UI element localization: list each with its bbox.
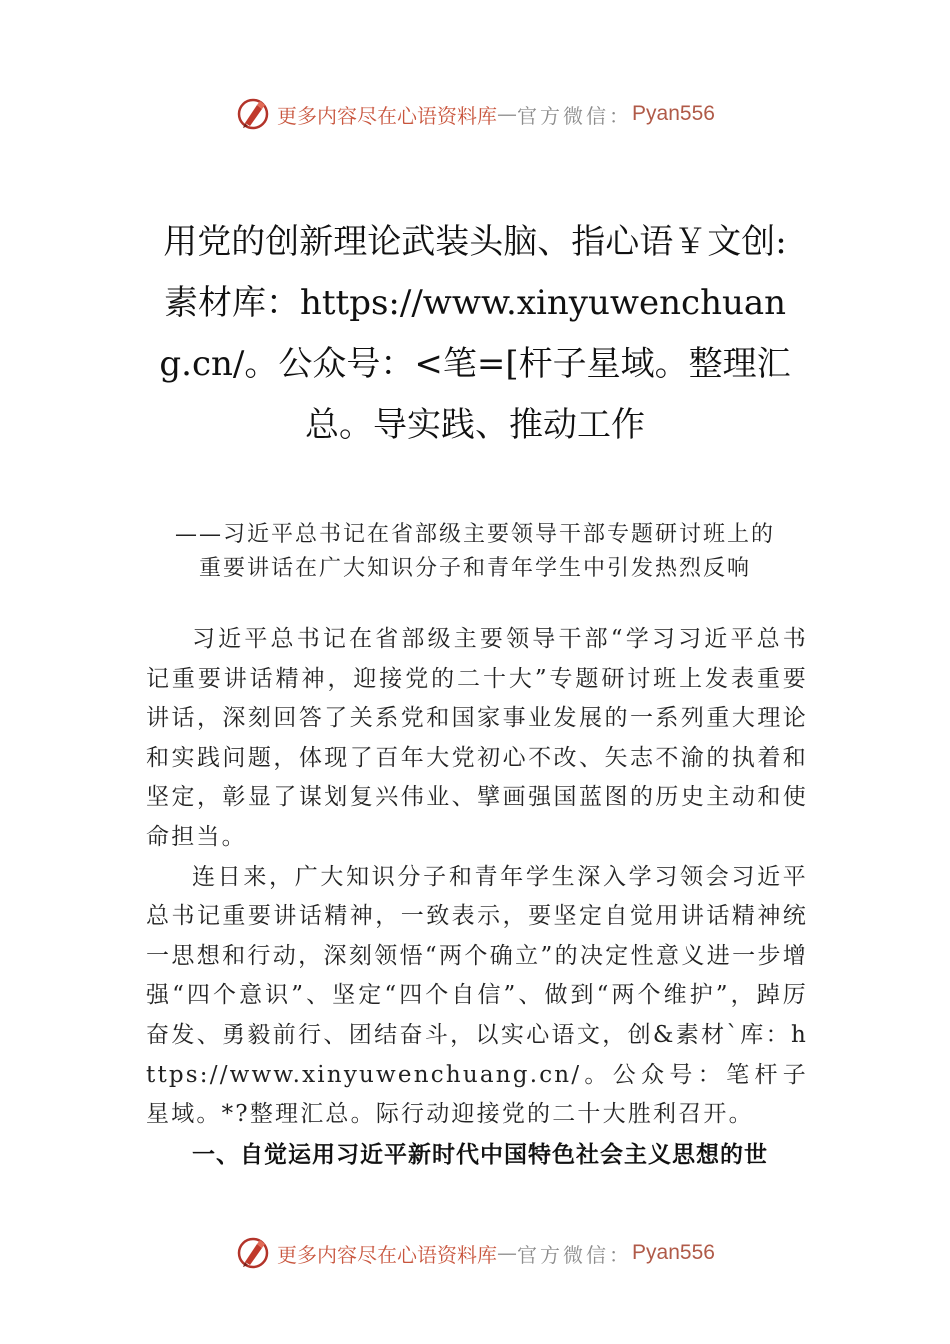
- subtitle-line-1: ——习近平总书记在省部级主要领导干部专题研讨班上的: [174, 522, 775, 547]
- document-title: 用党的创新理论武装头脑、指心语￥文创:素材库：https://www.xinyuwenchuang.cn/。公众号：<笔=[杆子星域。整理汇总。导实践、推动工作: [159, 222, 791, 445]
- watermark-wechat-id: Pyan556: [632, 102, 715, 125]
- subtitle-line-2: 重要讲话在广大知识分子和青年学生中引发热烈反响: [198, 556, 751, 581]
- section-heading-1: 一、自觉运用习近平新时代中国特色社会主义思想的世: [192, 1141, 768, 1168]
- watermark-site-name: 更多内容尽在心语资料库: [277, 1242, 498, 1267]
- watermark-separator: —: [497, 102, 518, 126]
- watermark-separator: —: [497, 1241, 518, 1265]
- watermark-text: [277, 1239, 715, 1268]
- watermark-site-name: 更多内容尽在心语资料库: [277, 103, 498, 128]
- watermark-wechat-id: Pyan556: [632, 1241, 715, 1264]
- watermark-text: [277, 100, 715, 129]
- pen-nib-logo-icon: [235, 1235, 271, 1271]
- pen-nib-logo-icon: [235, 96, 271, 132]
- watermark-wechat-label: 官方微信：: [517, 1242, 633, 1267]
- body-paragraph-2: 连日来，广大知识分子和青年学生深入学习领会习近平总书记重要讲话精神，一致表示，要坚定自觉用讲话精神统一思想和行动，深刻领悟“两个确立”的决定性意义进一步增强“四个意识”、坚定“四个自信”、做到“两个维护”，踔厉奋发、勇毅前行、团结奋斗，以实心语文，创&素材`库：https://www.xinyuwenchuang.cn/。公众号：笔杆子星域。*?整理汇总。际行动迎接党的二十大胜利召开。: [146, 863, 808, 1128]
- document-body: [146, 620, 808, 1175]
- watermark-wechat-label: 官方微信：: [517, 103, 633, 128]
- document-subtitle: [120, 518, 830, 586]
- body-paragraph-1: 习近平总书记在省部级主要领导干部“学习习近平总书记重要讲话精神，迎接党的二十大”专题研讨班上发表重要讲话，深刻回答了关系党和国家事业发展的一系列重大理论和实践问题，体现了百年大党初心不改、矢志不渝的执着和坚定，彰显了谋划复兴伟业、擘画强国蓝图的历史主动和使命担当。: [146, 626, 808, 850]
- watermark-banner-top: [0, 94, 950, 134]
- watermark-banner-bottom: [0, 1233, 950, 1273]
